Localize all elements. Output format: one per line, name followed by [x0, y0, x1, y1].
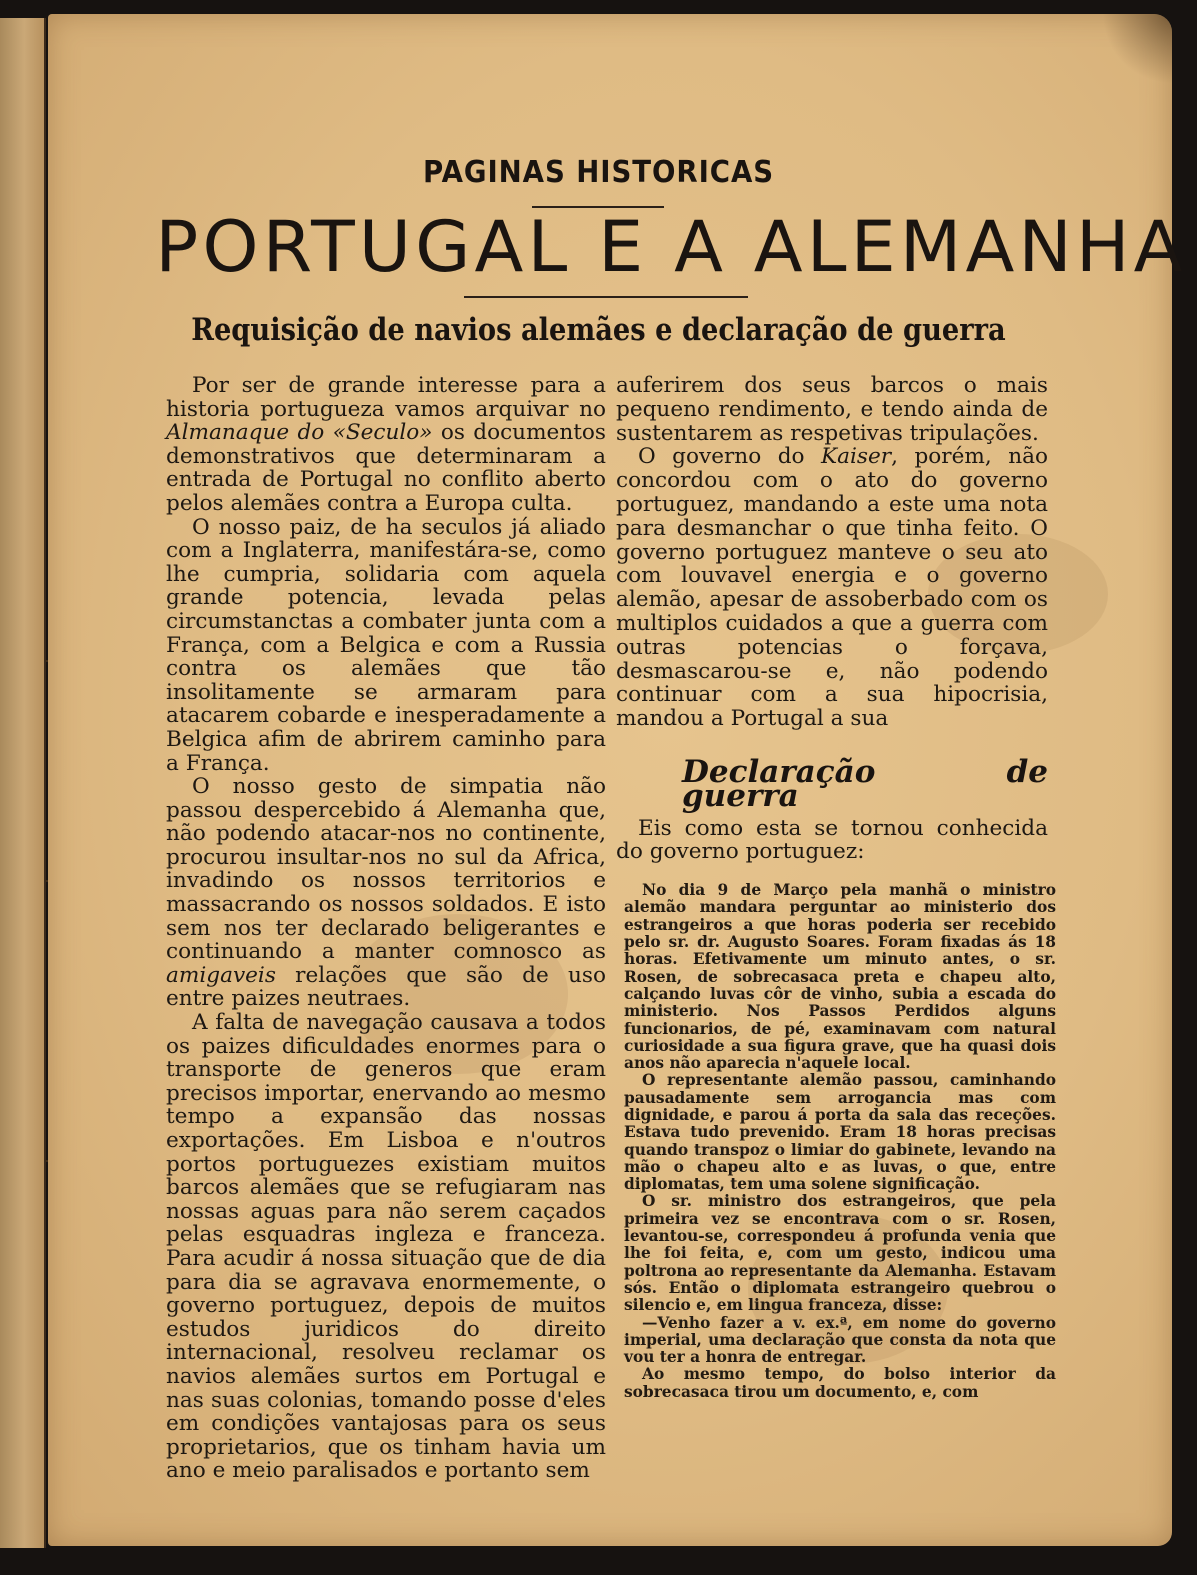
report-paragraph: O sr. ministro dos estrangeiros, que pela primeira vez se encontrava com o sr. Rosen, levantou-se, correspondeu á profunda venia que lhe foi feita, e, com um gesto, indicou uma poltrona ao representante da Alemanha. Estavam sós. Então o diplomata estrangeiro quebrou o silencio e, em lingua franceza, disse:: [624, 1192, 1056, 1315]
subtitle-rule: [464, 296, 748, 298]
previous-page-edge: [0, 18, 46, 1548]
worn-corner: [1102, 14, 1172, 84]
quoted-report: [616, 882, 1056, 1401]
paragraph: Eis como esta se tornou conhecida do governo portuguez:: [616, 815, 1048, 865]
section-title: PAGINAS HISTORICAS: [422, 155, 775, 190]
section-heading: Declaração de guerra: [682, 753, 1048, 814]
main-title: PORTUGAL E A ALEMANHA: [155, 206, 1187, 288]
paragraph: O governo do Kaiser, porém, não concordou com o ato do governo portuguez, mandando a este uma nota para desmanchar o que tinha feito. O governo portuguez manteve o seu ato com louvavel energia e o governo alemão, apesar de assoberbado com os multiplos cuidados a que a guerra com outras potencias o forçava, desmascarou-se e, não podendo continuar com a sua hipocrisia, mandou a Portugal a sua: [616, 444, 1049, 732]
left-column: [166, 374, 606, 1483]
report-paragraph: Ao mesmo tempo, do bolso interior da sobrecasaca tirou um documento, e, com: [624, 1365, 1056, 1401]
report-paragraph: —Venho fazer a v. ex.ª, em nome do governo imperial, uma declaração que consta da nota que vou ter a honra de entregar.: [624, 1313, 1056, 1367]
right-column: [616, 373, 1056, 1401]
bleed-through-text: [150, 106, 1030, 136]
report-paragraph: No dia 9 de Março pela manhã o ministro alemão mandara perguntar ao ministerio dos estrangeiros a que horas poderia ser recebido pelo sr. dr. Augusto Soares. Foram fixadas ás 18 horas. Efetivamente um minuto antes, o sr. Rosen, de sobrecasaca preta e chapeu alto, calçando luvas côr de vinho, subia a escada do ministerio. Nos Passos Perdidos alguns funcionarios, de pé, examinavam com natural curiosidade a sua figura grave, que ha quasi dois anos não aparecia n'aquele local.: [624, 881, 1056, 1073]
paragraph: auferirem dos seus barcos o mais pequeno rendimento, e tendo ainda de sustentarem as respetivas tripulações.: [616, 373, 1048, 446]
paragraph: Por ser de grande interesse para a historia portugueza vamos arquivar no Almanaque do «Seculo» os documentos demonstrativos que determinaram a entrada de Portugal no conflito aberto pelos alemães contra a Europa culta.: [166, 373, 606, 516]
paragraph: A falta de navegação causava a todos os paizes dificuldades enormes para o transporte de generos que eram precisos importar, enervando ao mesmo tempo a expansão das nossas exportações. Em Lisboa e n'outros portos portuguezes existiam muitos barcos alemães que se refugiaram nas nossas aguas para não serem caçados pelas esquadras ingleza e franceza. Para acudir á nossa situação que de dia para dia se agravava enormemente, o governo portuguez, depois de muitos estudos juridicos do direito internacional, resolveu reclamar os navios alemães surtos em Portugal e nas suas colonias, tomando posse d'eles em condições vantajosas para os seus proprietarios, que os tinham havia um ano e meio paralisados e portanto sem: [166, 1010, 606, 1484]
paragraph: O nosso gesto de simpatia não passou despercebido á Alemanha que, não podendo atacar-nos no continente, procurou insultar-nos no sul da Africa, invadindo os nossos territorios e massacrando os nossos soldados. E isto sem nos ter declarado beligerantes e continuando a manter comnosco as amigaveis relações que são de uso entre paizes neutraes.: [166, 774, 606, 1012]
subtitle: Requisição de navios alemães e declaração de guerra: [191, 312, 1006, 348]
report-paragraph: O representante alemão passou, caminhando pausadamente sem arrogancia mas com dignidade, e parou á porta da sala das receções. Estava tudo prevenido. Eram 18 horas precisas quando transpoz o limiar do gabinete, levando na mão o chapeu alto e as luvas, o que, entre diplomatas, tem uma solene significação.: [624, 1071, 1056, 1194]
paragraph: O nosso paiz, de ha seculos já aliado com a Inglaterra, manifestára-se, como lhe cumpria, solidaria com aquela grande potencia, levada pelas circumstanctas a combater junta com a França, com a Belgica e com a Russia contra os alemães que tão insolitamente se armaram para atacarem cobarde e inesperadamente a Belgica afim de abrirem caminho para a França.: [166, 514, 606, 776]
